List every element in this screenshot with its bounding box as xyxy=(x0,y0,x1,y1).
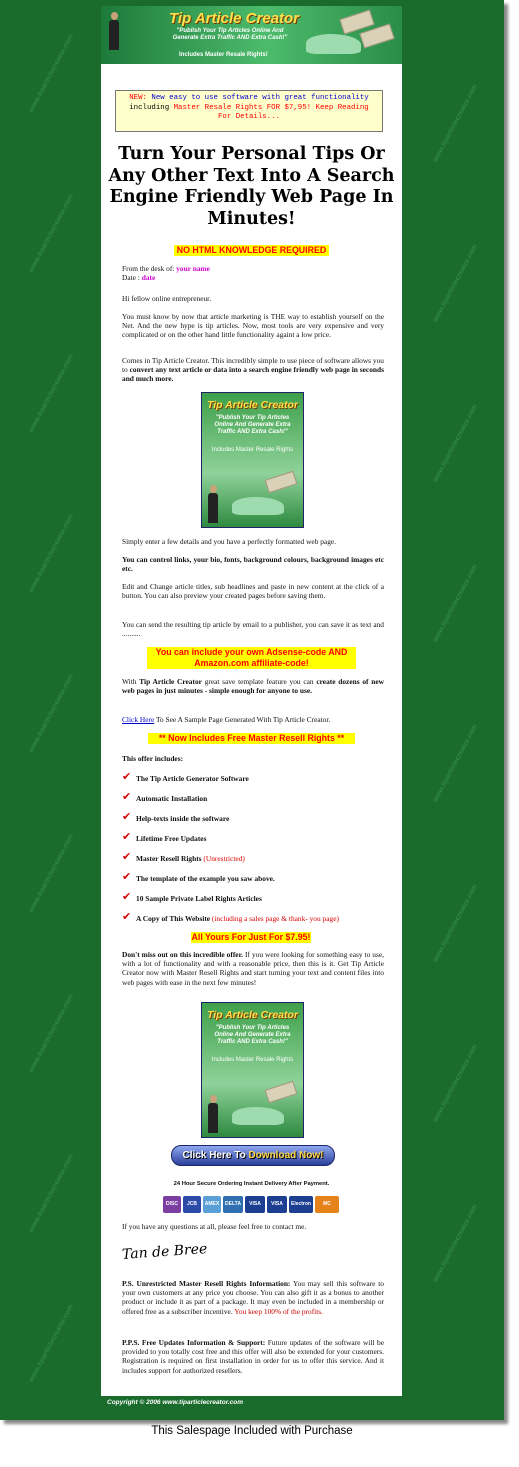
ecover-mrr: Includes Master Resale Rights xyxy=(211,447,294,453)
offer-item-text: 10 Sample Private Label Rights Articles xyxy=(136,894,262,903)
signature: Tan de Bree xyxy=(121,1241,208,1263)
sample-text: To See A Sample Page Generated With Tip Article Creator. xyxy=(155,715,331,724)
offer-item-text: The template of the example you saw above. xyxy=(136,874,275,883)
watermark: www.tiparticlecreator.com xyxy=(431,563,479,644)
new-including: including xyxy=(129,103,170,112)
no-html-banner: NO HTML KNOWLEDGE REQUIRED xyxy=(174,245,329,256)
offer-item xyxy=(136,854,245,863)
para5: Edit and Change article titles, sub headlines and paste in new content at the click of a button. You can also preview your created pages before saving them. xyxy=(122,582,384,601)
new-line1: New easy to use software with great functionality xyxy=(151,94,369,102)
ps-heading: P.S. Unrestricted Master Resell Rights Information: xyxy=(122,1279,291,1288)
offer-item-text: Master Resell Rights xyxy=(136,854,202,863)
watermark: www.tiparticlecreator.com xyxy=(27,1303,75,1384)
para7-c: great save template feature you can xyxy=(204,677,314,686)
watermark: www.tiparticlecreator.com xyxy=(27,33,75,114)
watermark: www.tiparticlecreator.com xyxy=(431,1043,479,1124)
checkmark-icon: ✔ xyxy=(122,870,132,883)
salespage xyxy=(101,6,402,1410)
ecover-subtitle: "Publish Your Tip Articles Online And Generate Extra Traffic AND Extra Cash!" xyxy=(214,415,291,435)
para2-text: Comes in Tip Article Creator. This incredibly simple to use piece of software allows you to xyxy=(122,356,384,375)
amex-card-icon: AMEX xyxy=(203,1196,221,1213)
checkmark-icon: ✔ xyxy=(122,790,132,803)
ecover-mrr: Includes Master Resale Rights xyxy=(211,1057,294,1063)
ps-profit: You keep 100% of the profits. xyxy=(234,1306,323,1316)
page-headline: Turn Your Personal Tips Or Any Other Text Into A Search Engine Friendly Web Page In Minutes! xyxy=(108,144,395,229)
pps-heading: P.P.S. Free Updates Information & Support: xyxy=(122,1338,266,1347)
ecover-image xyxy=(201,392,304,528)
offer-item-text: A Copy of This Website xyxy=(136,914,211,923)
checkmark-icon: ✔ xyxy=(122,770,132,783)
ecover-subtitle: "Publish Your Tip Articles Online And Generate Extra Traffic AND Extra Cash!" xyxy=(214,1025,291,1045)
cash-image xyxy=(265,471,298,494)
banner-mrr: Includes Master Resale Rights! xyxy=(179,52,268,58)
watermark: www.tiparticlecreator.com xyxy=(431,723,479,804)
ecover-image xyxy=(201,1002,304,1138)
offer-item xyxy=(136,774,249,783)
watermark: www.tiparticlecreator.com xyxy=(431,403,479,484)
watermark: www.tiparticlecreator.com xyxy=(431,883,479,964)
click-here-link[interactable]: Click Here xyxy=(122,715,155,724)
para2-bold: convert any text article or data into a search engine friendly web page in seconds and much more. xyxy=(122,365,384,384)
offer-item-text: Help-texts inside the software xyxy=(136,814,230,823)
offer-item-text: Automatic Installation xyxy=(136,794,208,803)
offer-item xyxy=(136,894,262,903)
para4: You can control links, your bio, fonts, background colours, background images etc etc. xyxy=(122,555,384,574)
download-button-label: Click Here To xyxy=(182,1150,246,1161)
offer-item-text: Lifetime Free Updates xyxy=(136,834,207,843)
secure-ordering-text: 24 Hour Secure Ordering Instant Delivery After Payment. xyxy=(173,1181,330,1187)
ps-paragraph xyxy=(122,1279,384,1316)
author-name: your name xyxy=(176,264,210,273)
new-notice-box xyxy=(115,90,383,132)
sample-line xyxy=(122,715,384,724)
visa-card-icon: VISA xyxy=(245,1196,265,1213)
visa-electron-card-icon: Electron xyxy=(289,1196,313,1213)
new-label: NEW: xyxy=(129,94,147,102)
mastercard-icon: MC xyxy=(315,1196,339,1213)
offer-heading: This offer includes: xyxy=(122,754,184,763)
delta-card-icon: DELTA xyxy=(223,1196,243,1213)
offer-item xyxy=(136,814,229,823)
cash-image xyxy=(265,1081,298,1104)
price-banner: All Yours For Just For $7.95! xyxy=(191,932,311,942)
para7-b: Tip Article Creator xyxy=(139,677,202,686)
para3: Simply enter a few details and you have a perfectly formatted web page. xyxy=(122,537,337,546)
para6: You can send the resulting tip article by email to a publisher, you can save it as text and .......... xyxy=(122,620,384,639)
para7 xyxy=(122,677,384,695)
watermark: www.tiparticlecreator.com xyxy=(27,993,75,1074)
ecover-title: Tip Article Creator xyxy=(206,399,299,411)
offer-item xyxy=(136,794,207,803)
date-label: Date : xyxy=(122,273,140,283)
ecover-title: Tip Article Creator xyxy=(206,1009,299,1021)
watermark: www.tiparticlecreator.com xyxy=(27,353,75,434)
ps-text: You may sell this software to your own customers at any price you choose. You can also gift it as a bonus to another product or include it as part of a package. It may even be included in a membership or offered free as a subscriber incentive. xyxy=(122,1279,384,1316)
para7-a: With xyxy=(122,677,137,686)
footer-bar: Copyright © 2006 www.tiparticlecreator.com xyxy=(101,1396,402,1410)
pps-text: Future updates of the software will be provided to you totally cost free and this offer will also be extended for your customers. Registration is required on first installation in order for us to offer this service. And it includes support for authorized resellers. xyxy=(122,1338,384,1375)
checkmark-icon: ✔ xyxy=(122,890,132,903)
watermark: www.tiparticlecreator.com xyxy=(27,1153,75,1234)
watermark: www.tiparticlecreator.com xyxy=(431,243,479,324)
para8-bold: Don't miss out on this incredible offer. xyxy=(122,950,244,959)
checkmark-icon: ✔ xyxy=(122,850,132,863)
offer-item-text: The Tip Article Generator Software xyxy=(136,774,249,783)
para7-d: create dozens of new web pages in just minutes - simple enough for anyone to use. xyxy=(122,677,384,696)
watermark: www.tiparticlecreator.com xyxy=(27,513,75,594)
offer-item-extra: (including a sales page & thank- you page) xyxy=(211,914,339,923)
watermark: www.tiparticlecreator.com xyxy=(431,1203,479,1284)
car-image xyxy=(306,34,361,54)
desk-block xyxy=(122,264,384,282)
intro-paragraph: You must know by now that article marketing is THE way to establish yourself on the Net. And the new hype is tip articles. Now, most tools are very expensive and very complicated or on the other hand little functionality againt a low price. xyxy=(122,312,384,340)
checkmark-icon: ✔ xyxy=(122,830,132,843)
contact-text: If you have any questions at all, please feel free to contact me. xyxy=(122,1222,307,1231)
header-banner xyxy=(101,6,402,64)
para8 xyxy=(122,950,384,987)
banner-title: Tip Article Creator xyxy=(169,10,300,27)
pps-paragraph xyxy=(122,1338,384,1375)
download-button-emph: Download Now! xyxy=(248,1150,324,1161)
car-image xyxy=(232,1107,284,1125)
checkmark-icon: ✔ xyxy=(122,810,132,823)
watermark: www.tiparticlecreator.com xyxy=(431,83,479,164)
caption: This Salespage Included with Purchase xyxy=(151,1425,353,1437)
offer-item xyxy=(136,914,339,923)
mrr-banner: ** Now Includes Free Master Resell Rights ** xyxy=(148,733,355,744)
new-mrr: Master Resale Rights FOR $7,95! Keep Reading xyxy=(173,103,369,112)
date-value: date xyxy=(141,273,156,283)
new-details: For Details... xyxy=(217,113,281,121)
banner-tagline: "Publish Your Tip Articles Online And Generate Extra Traffic AND Extra Cash!" xyxy=(172,28,288,41)
download-now-button[interactable] xyxy=(171,1145,335,1166)
from-label: From the desk of: xyxy=(122,264,175,273)
discover-card-icon: DISC xyxy=(163,1196,181,1213)
adsense-banner: You can include your own Adsense-code AND Amazon.com affiliate-code! xyxy=(147,647,356,669)
offer-item-extra: (Unrestricted) xyxy=(203,854,245,863)
checkmark-icon: ✔ xyxy=(122,910,132,923)
product-paragraph xyxy=(122,356,384,384)
offer-item xyxy=(136,874,275,883)
watermark: www.tiparticlecreator.com xyxy=(27,673,75,754)
greeting: Hi fellow online entrepreneur. xyxy=(122,294,212,303)
watermark: www.tiparticlecreator.com xyxy=(27,833,75,914)
visa-card-icon: VISA xyxy=(267,1196,287,1213)
jcb-card-icon: JCB xyxy=(183,1196,201,1213)
offer-item xyxy=(136,834,206,843)
car-image xyxy=(232,497,284,515)
watermark: www.tiparticlecreator.com xyxy=(27,193,75,274)
para8-text: If you were looking for something easy to use, with a lot of functionality and with a reasonable price, then this is it. Get Tip Article Creator now with Master Resell Rights and start turning your text and content files into web pages with ease in the next few minutes! xyxy=(122,950,384,987)
